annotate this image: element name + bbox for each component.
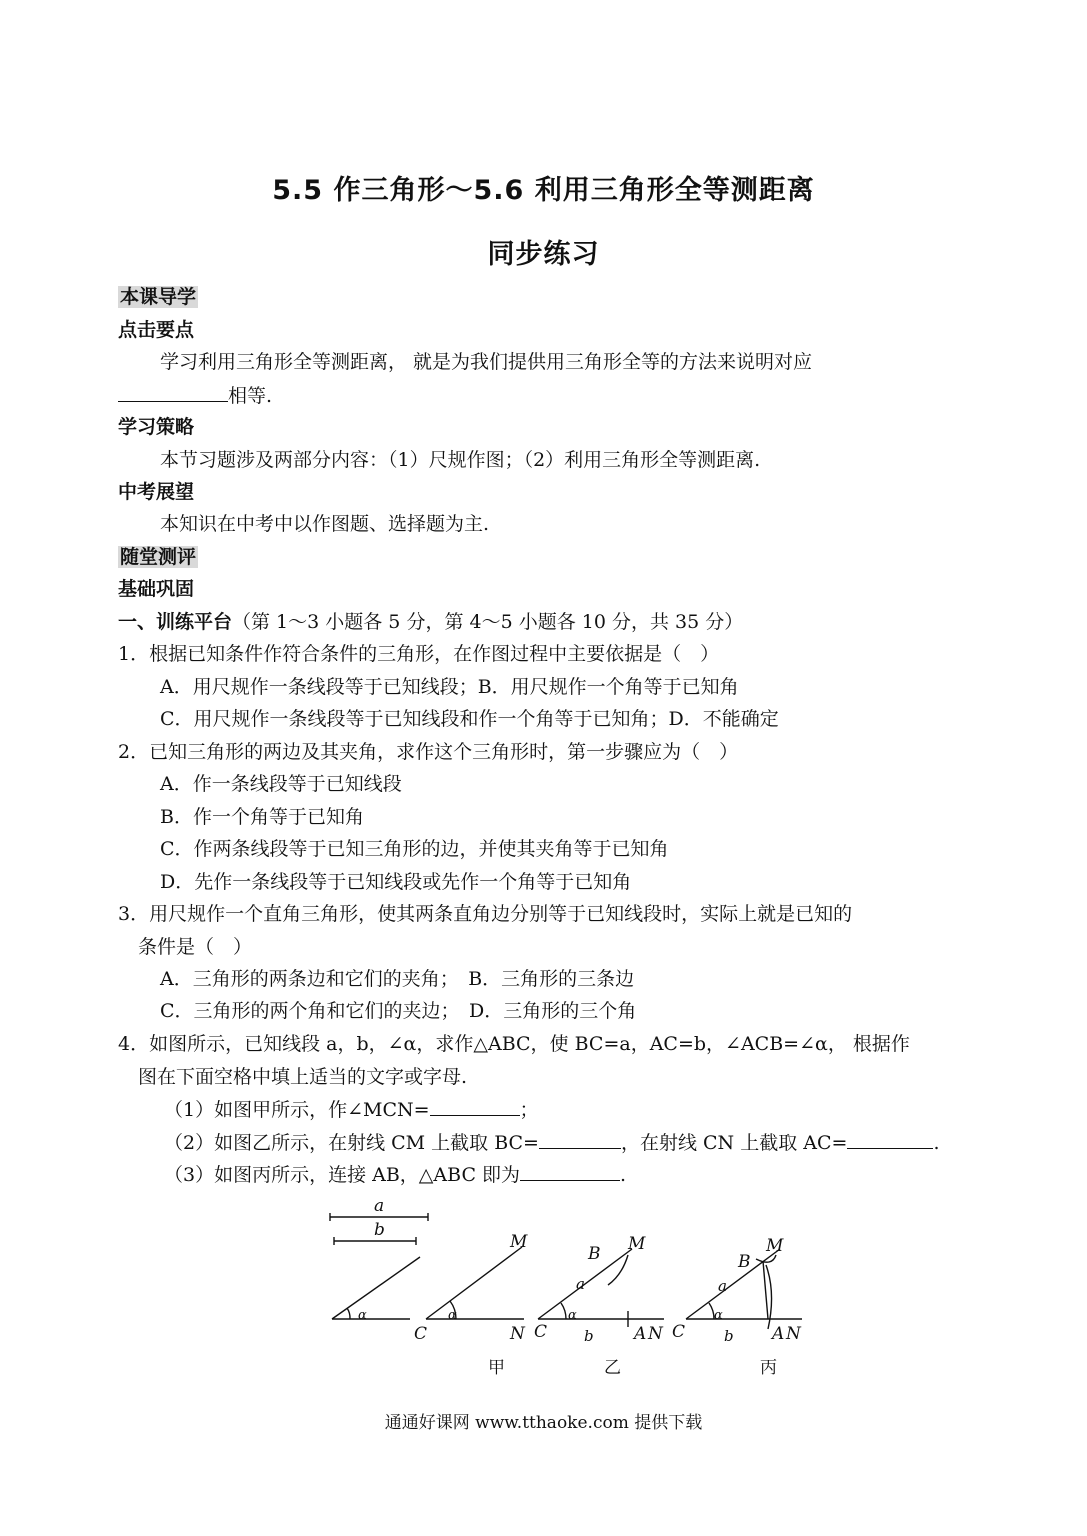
section-key-points: 点击要点 bbox=[118, 319, 195, 341]
fig3-label-b-small: b bbox=[724, 1327, 734, 1345]
fig3-label-a: a bbox=[718, 1277, 727, 1295]
key-points-text-2 bbox=[118, 381, 272, 410]
fig2-label-b: B bbox=[588, 1244, 601, 1264]
answer-blank bbox=[847, 1128, 933, 1149]
q4-sub3 bbox=[164, 1160, 626, 1189]
platform-note: （第 1～3 小题各 5 分，第 4～5 小题各 10 分，共 35 分） bbox=[232, 611, 744, 633]
page-title: 5.5 作三角形～5.6 利用三角形全等测距离 bbox=[272, 175, 815, 206]
q1-opt1: A．用尺规作一条线段等于已知线段；B．用尺规作一个角等于已知角 bbox=[160, 676, 739, 698]
fig1-label-alpha: α bbox=[448, 1308, 457, 1323]
q1-opt2: C．用尺规作一条线段等于已知线段和作一个角等于已知角；D．不能确定 bbox=[160, 708, 779, 730]
construction-figure bbox=[310, 1195, 830, 1380]
strategy-text: 本节习题涉及两部分内容：（1）尺规作图；（2）利用三角形全等测距离. bbox=[160, 449, 761, 471]
q2-opt-c: C．作两条线段等于已知三角形的边，并使其夹角等于已知角 bbox=[160, 838, 669, 860]
fig2-label-a: a bbox=[576, 1275, 585, 1293]
q4-sub3-text: （3）如图丙所示，连接 AB，△ABC 即为 bbox=[164, 1164, 521, 1186]
fig2-label-n: N bbox=[648, 1324, 663, 1344]
fig3-label-n: N bbox=[786, 1324, 801, 1344]
section-guide-label: 本课导学 bbox=[120, 286, 197, 308]
q4-sub2 bbox=[164, 1128, 940, 1157]
fig1-label-n: N bbox=[510, 1324, 525, 1344]
q4-sub2-text-a: （2）如图乙所示，在射线 CM 上截取 BC= bbox=[164, 1132, 539, 1154]
section-guide bbox=[118, 283, 198, 311]
label-a: a bbox=[374, 1196, 385, 1216]
q2-stem: 2．已知三角形的两边及其夹角，求作这个三角形时，第一步骤应为（ ） bbox=[118, 741, 739, 763]
answer-blank bbox=[539, 1128, 621, 1149]
platform-label: 一、训练平台 bbox=[118, 611, 233, 633]
fig2-label-c: C bbox=[534, 1322, 548, 1342]
q4-sub2-text-b: ，在射线 CN 上截取 AC= bbox=[620, 1132, 848, 1154]
q3-opt2: C．三角形的两个角和它们的夹边； D．三角形的三个角 bbox=[160, 1000, 637, 1022]
section-strategy: 学习策略 bbox=[118, 416, 195, 438]
caption-bing: 丙 bbox=[760, 1358, 777, 1378]
caption-jia: 甲 bbox=[488, 1358, 505, 1378]
section-exam: 中考展望 bbox=[118, 481, 195, 503]
q4-stem-2: 图在下面空格中填上适当的文字或字母. bbox=[138, 1066, 468, 1088]
q2-opt-a: A．作一条线段等于已知线段 bbox=[160, 773, 402, 795]
fig2-ray-cm bbox=[538, 1249, 632, 1319]
q4-sub1-end: ； bbox=[519, 1099, 539, 1121]
q3-stem-2: 条件是（ ） bbox=[138, 936, 253, 958]
fig2-label-m: M bbox=[628, 1234, 646, 1254]
key-points-text: 学习利用三角形全等测距离， 就是为我们提供用三角形全等的方法来说明对应 bbox=[160, 351, 813, 373]
q4-sub3-end: . bbox=[620, 1164, 627, 1186]
fig3-label-b: B bbox=[738, 1252, 751, 1272]
q2-opt-d: D．先作一条线段等于已知线段或先作一个角等于已知角 bbox=[160, 871, 632, 893]
fig3-label-alpha: α bbox=[714, 1308, 723, 1323]
fig1-ray-cm bbox=[426, 1247, 522, 1319]
section-test-label: 随堂测评 bbox=[120, 546, 197, 568]
q3-opt1: A．三角形的两条边和它们的夹角； B．三角形的三条边 bbox=[160, 968, 635, 990]
platform-line bbox=[118, 608, 743, 636]
answer-blank bbox=[430, 1095, 520, 1116]
q2-opt-b: B．作一个角等于已知角 bbox=[160, 806, 364, 828]
fig3-label-a-point: A bbox=[772, 1324, 785, 1344]
q4-sub1 bbox=[164, 1095, 539, 1124]
q1-stem: 1．根据已知条件作符合条件的三角形，在作图过程中主要依据是（ ） bbox=[118, 643, 720, 665]
fig1-label-c: C bbox=[414, 1324, 428, 1344]
fig3-ray-cm bbox=[686, 1249, 780, 1319]
fig3-label-c: C bbox=[672, 1322, 686, 1342]
page-subtitle: 同步练习 bbox=[487, 239, 600, 270]
fig2-label-b-small: b bbox=[584, 1327, 594, 1345]
key-points-tail: 相等. bbox=[228, 385, 273, 407]
section-test bbox=[118, 543, 198, 571]
q4-sub1-text: （1）如图甲所示，作∠MCN= bbox=[164, 1099, 430, 1121]
fig3-label-m: M bbox=[766, 1236, 784, 1256]
answer-blank bbox=[520, 1160, 620, 1181]
fig1-label-m: M bbox=[510, 1232, 528, 1252]
q4-sub2-end: . bbox=[933, 1132, 940, 1154]
q4-stem: 4．如图所示，已知线段 a，b，∠α，求作△ABC，使 BC=a，AC=b，∠ACB=∠α， 根据作 bbox=[118, 1033, 910, 1055]
fig2-label-a-point: A bbox=[634, 1324, 647, 1344]
label-alpha: α bbox=[358, 1308, 367, 1323]
exam-text: 本知识在中考中以作图题、选择题为主. bbox=[160, 513, 490, 535]
angle-alpha-ray bbox=[332, 1257, 420, 1319]
section-basic: 基础巩固 bbox=[118, 578, 195, 600]
page-footer: 通通好课网 www.tthaoke.com 提供下载 bbox=[384, 1413, 703, 1433]
caption-yi: 乙 bbox=[604, 1358, 621, 1378]
label-b: b bbox=[374, 1220, 385, 1240]
q3-stem: 3．用尺规作一个直角三角形，使其两条直角边分别等于已知线段时，实际上就是已知的 bbox=[118, 903, 853, 925]
answer-blank bbox=[118, 381, 228, 402]
fig2-label-alpha: α bbox=[568, 1308, 577, 1323]
